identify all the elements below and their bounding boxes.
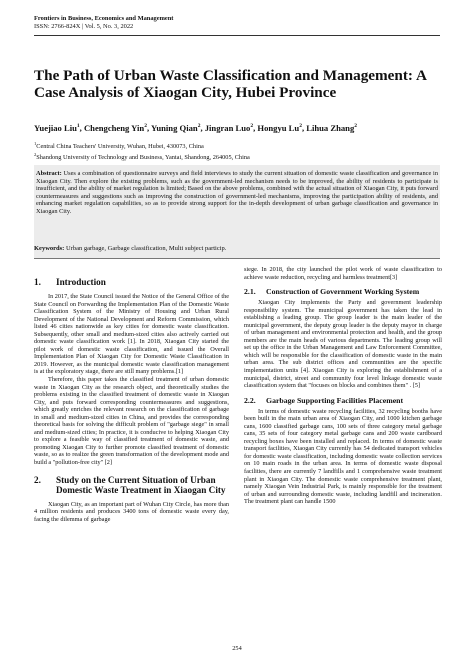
paragraph: In terms of domestic waste recycling facilities, 32 recycling booths have been built in the main urban area of Xiaogan City, and 1000 kitchen garbage cans, 1600 classified garbage cans, 100 sets of three category metal garbage cans, 35 sets of four category metal garbage cans and 200 waste cardboard recycling boxes have been installed and replaced. In terms of domestic waste transport facilities, Xiaogan City currently has 54 dedicated transport vehicles for domestic waste classification, including domestic waste collection services on 10 main roads in the urban area. In terms of domestic waste disposal facilities, there are currently 7 landfills and 1 comprehensive waste treatment plant in Xiaogan City. The domestic waste comprehensive treatment plant, namely Xiaogan Vein Industrial Park, is mainly responsible for the treatment of urban and surrounding domestic waste, including landfill and incineration. The treatment plant can handle 1500 [244, 407, 442, 506]
author: Chengcheng Yin$^2$ [83, 123, 147, 133]
paragraph: siege. In 2018, the city launched the pilot work of waste classification to achieve waste reduction, recycling and harmless treatment[3] [244, 266, 442, 281]
affiliation: $^2$Shandong University of Technology and Business, Yantai, Shandong, 264005, China [34, 152, 250, 162]
paragraph: Xiaogan City implements the Party and government leadership responsibility system. The municipal government has taken the lead in establishing a leading group. The group leader is the main leader of the municipal government, the deputy group leader is the deputy mayor in charge of urban management and environmental protection and health, and the group members are the main heads of various departments. The leading group will set up the office in the Urban Management and Law Enforcement Committee, which will be responsible for the classification of domestic waste in the main urban area. The sub district offices and communities are the specific implementation units [4]. Xiaogan City is exploring the establishment of a municipal, district, street and community four level linkage domestic waste classification system that "focuses on blocks and combines them" . [5] [244, 299, 442, 390]
section-heading: 2. Study on the Current Situation of Urban Domestic Waste Treatment in Xiaogan City [34, 474, 226, 495]
author: Jingran Luo$^2$ [204, 123, 254, 133]
paper-title: The Path of Urban Waste Classification and Management: A Case Analysis of Xiaogan City, Hubei Province [34, 67, 427, 101]
keywords [34, 245, 440, 253]
affiliations [34, 140, 250, 162]
section-heading: 1. Introduction [34, 277, 106, 287]
paragraph: Therefore, this paper takes the classified treatment of urban domestic waste in Xiaogan City as the research object, and theoretically studies the problems existing in the classified treatment of domestic waste in Xiaogan City, and puts forward corresponding countermeasures and suggestions, which greatly enriches the relevant research on the classification of garbage in small and medium-sized cities in China, and provides the corresponding theoretical basis for solving the difficult problem of "garbage siege" in small and medium-sized cities; In practice, it is conducive to helping Xiaogan City to explore a feasible way of classified treatment of domestic waste, and promoting Xiaogan City to further promote classified treatment of domestic waste, so as to realize the green transformation of the development mode and build a "pollution-free city" [2] [34, 376, 229, 467]
author: Yuning Qian$^2$ [150, 123, 201, 133]
keywords-text: Urban garbage, Garbage classification, Multi subject particip. [65, 245, 227, 252]
left-column [34, 277, 229, 523]
keywords-divider [34, 258, 440, 259]
author: Hongyu Lu$^2$ [257, 123, 302, 133]
right-column [244, 266, 442, 506]
affiliation: $^1$Central China Teachers' University, Wuhan, Hubei, 430073, China [34, 141, 204, 151]
abstract [36, 170, 438, 216]
journal-header [34, 15, 173, 31]
paragraph: Xiaogan City, as an important part of Wuhan City Circle, has more than 4 million residents and produces 3400 tons of domestic waste every day, facing the dilemma of garbage [34, 500, 229, 523]
author-list: Yuejiao Liu$^1$, Chengcheng Yin$^2$, Yuning Qian$^2$, Jingran Luo$^2$, Hongyu Lu$^2$, Lihua Zhang$^2$ [34, 123, 357, 133]
journal-issn: ISSN: 2766-824X | Vol. 5, No. 3, 2022 [34, 23, 134, 30]
journal-name: Frontiers in Business, Economics and Management [34, 15, 174, 22]
paragraph: In 2017, the State Council issued the Notice of the General Office of the State Council on Forwarding the Implementation Plan of the Domestic Waste Classification System of the Ministry of Housing and Urban Rural Development of the National Development and Reform Commission, which listed 46 cities nationwide as key cities for domestic waste classification. Subsequently, other small and medium-sized cities also actively carried out domestic waste classification work [1]. In 2018, Xiaogan City started the pilot work of domestic waste classification, and issued the Overall Implementation Plan of Xiaogan City for Domestic Waste Classification in 2019. However, as the municipal domestic waste classification management is at the exploratory stage, there are still many problems.[1] [34, 293, 229, 376]
author: Yuejiao Liu$^1$ [34, 123, 80, 133]
header-divider [34, 35, 440, 36]
keywords-label: Keywords: [34, 245, 65, 252]
page-number: 254 [232, 645, 242, 652]
abstract-label: Abstract: [36, 170, 62, 177]
abstract-text: Uses a combination of questionnaire surveys and field interviews to study the current situation of domestic waste classification and governance in Xiaogan City. Then explore the existing problems, such as the government-led mechanism needs to be improved, the ability of residents to participate is insufficient, and the ability of market regulation is limited; Based on the above problems, combined with the actual situation of Xiaogan City, it puts forward countermeasures and suggestions such as improving the construction of government-led mechanisms, improving the participation ability of residents, and enhancing market regulation capabilities, so as to provide strong support for the in-depth development of urban garbage classification and governance in Xiaogan City. [36, 170, 438, 215]
author: Lihua Zhang$^2$ [306, 123, 357, 133]
subsection-heading: 2.1. Construction of Government Working System [244, 287, 420, 297]
subsection-heading: 2.2. Garbage Supporting Facilities Placement [244, 395, 404, 405]
